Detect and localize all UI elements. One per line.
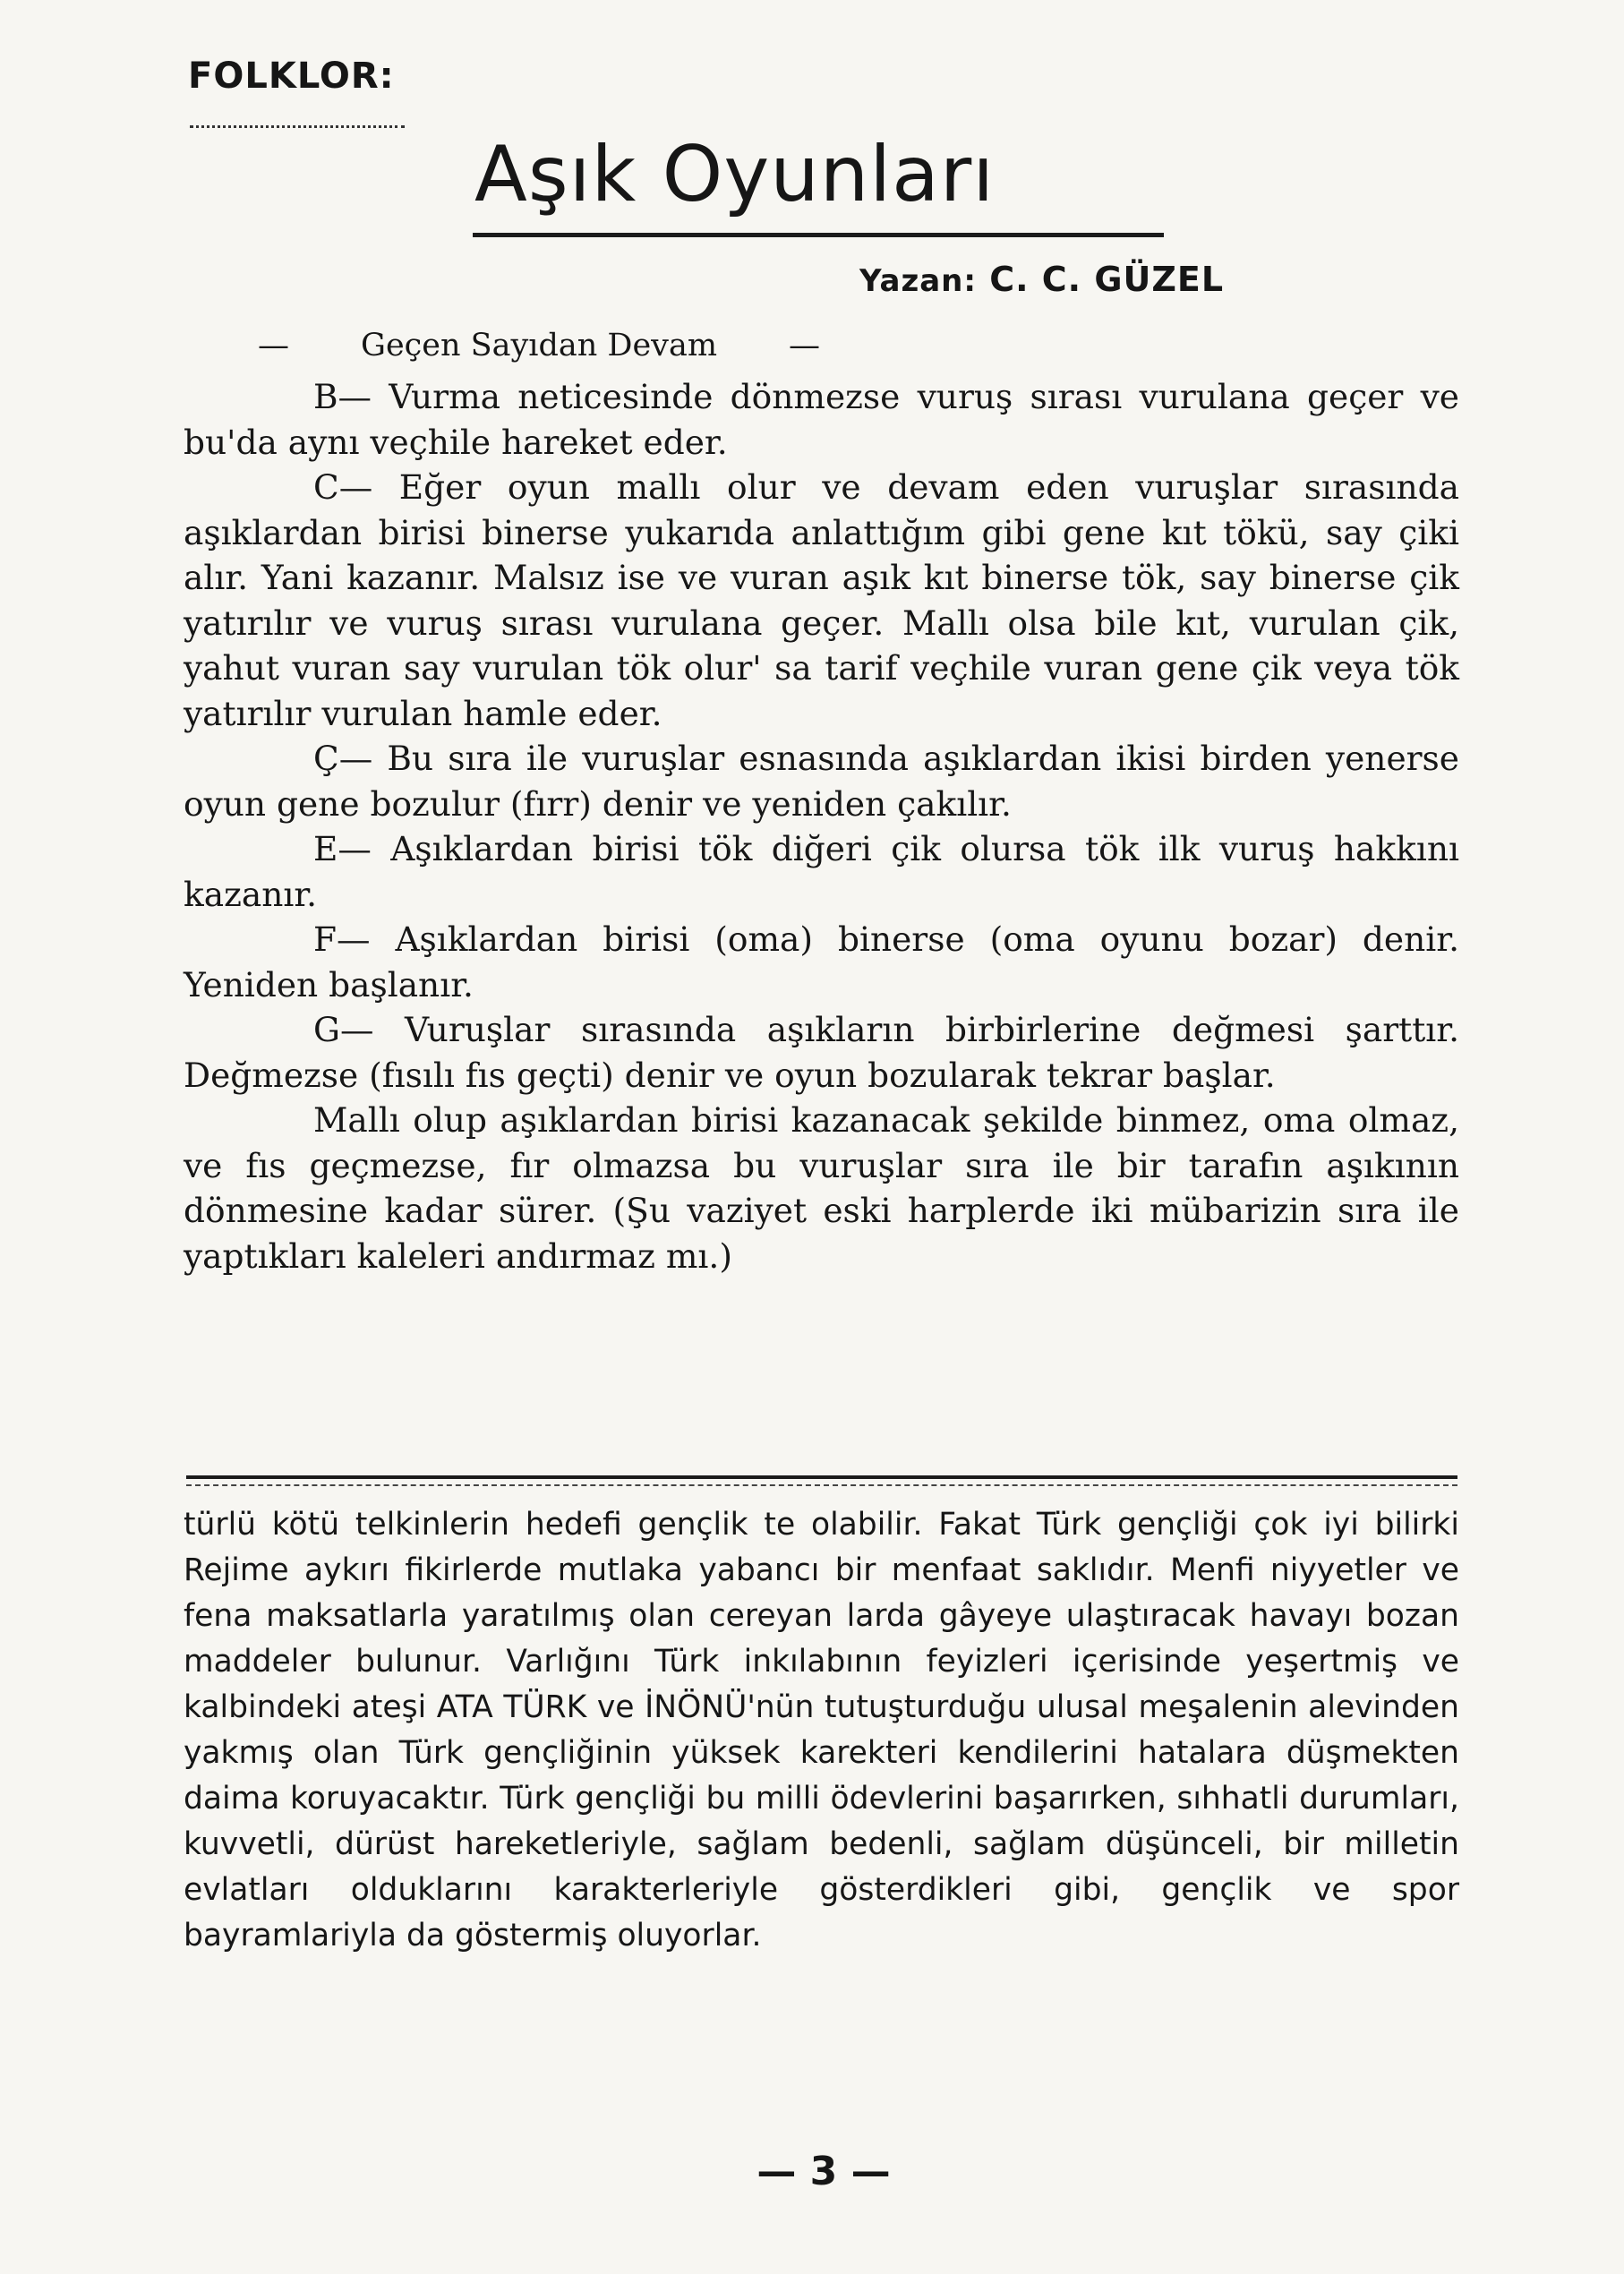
byline-label: Yazan:	[859, 263, 977, 299]
continued-dash-right: —	[789, 328, 821, 363]
continued-note	[258, 328, 820, 363]
continued-dash-left: —	[258, 328, 289, 363]
separator-rule-dashed	[186, 1484, 1457, 1486]
title-underline	[473, 233, 1164, 237]
paragraph-cc: Ç— Bu sıra ile vuruşlar esnasında aşıklardan ikisi birden yenerse oyun gene bozulur (fırr) denir ve yeniden çakılır.	[184, 739, 1459, 824]
footer-article-text: türlü kötü telkinlerin hedefi gençlik te olabilir. Fakat Türk gençliği çok iyi bilirki Rejime aykırı fikirlerde mutlaka yabancı bir menfaat saklıdır. Menfi niyyetler ve fena maksatlarla yaratılmış olan cereyan larda gâyeye ulaştıracak havayı bozan maddeler bulunur. Varlığını Türk inkılabının feyizleri içerisinde yeşertmiş ve kalbindeki ateşi ATA TÜRK ve İNÖNÜ'nün tutuşturduğu ulusal meşalenin alevinden yakmış olan Türk gençliğinin yüksek karekteri kendilerini hatalara düşmekten daima koruyacaktır. Türk gençliği bu milli ödevlerini başarırken, sıhhatli durumları, kuvvetli, dürüst hareketleriyle, sağlam bedenli, sağlam düşünceli, bir milletin evlatları olduklarını karakterleriyle gösterdikleri gibi, gençlik ve spor bayramlariyla da göstermiş oluyorlar.	[184, 1507, 1459, 1953]
paragraph-malli: Mallı olup aşıklardan birisi kazanacak şekilde binmez, oma olmaz, ve fıs geçmezse, fır olmazsa bu vuruşlar sıra ile bir tarafın aşıkının dönmesine kadar sürer. (Şu vaziyet eski harplerde iki mübarizin sıra ile yaptıkları kaleleri andırmaz mı.)	[184, 1100, 1459, 1276]
paragraph-f: F— Aşıklardan birisi (oma) binerse (oma oyunu bozar) denir. Yeniden başlanır.	[184, 919, 1459, 1004]
paragraph-b: B— Vurma neticesinde dönmezse vuruş sırası vurulana geçer ve bu'da aynı veçhile hareket eder.	[184, 377, 1459, 462]
article-title: Aşık Oyunları	[474, 130, 996, 219]
paragraph-g: G— Vuruşlar sırasında aşıkların birbirlerine değmesi şarttır. Değmezse (fısılı fıs geçti) denir ve oyun bozularak tekrar başlar.	[184, 1010, 1459, 1095]
article-body	[184, 374, 1459, 1278]
paragraph-e: E— Aşıklardan birisi tök diğeri çik olursa tök ilk vuruş hakkını kazanır.	[184, 829, 1459, 914]
paragraph-c: C— Eğer oyun mallı olur ve devam eden vuruşlar sırasında aşıklardan birisi binerse yukarıda anlattığım gibi gene kıt tökü, say çiki alır. Yani kazanır. Malsız ise ve vuran aşık kıt binerse tök, say binerse çik yatırılır ve vuruş sırası vurulana geçer. Mallı olsa bile kıt, vurulan çik, yahut vuran say vurulan tök olur' sa tarif veçhile vuran gene çik veya tök yatırılır vurulan hamle eder.	[184, 467, 1459, 733]
section-underline	[190, 125, 405, 128]
section-label: FOLKLOR:	[188, 56, 395, 97]
continued-text: Geçen Sayıdan Devam	[361, 328, 718, 363]
page-number: — 3 —	[756, 2149, 891, 2194]
separator-rule	[186, 1475, 1457, 1479]
byline	[859, 260, 1224, 299]
byline-author: C. C. GÜZEL	[989, 260, 1225, 299]
